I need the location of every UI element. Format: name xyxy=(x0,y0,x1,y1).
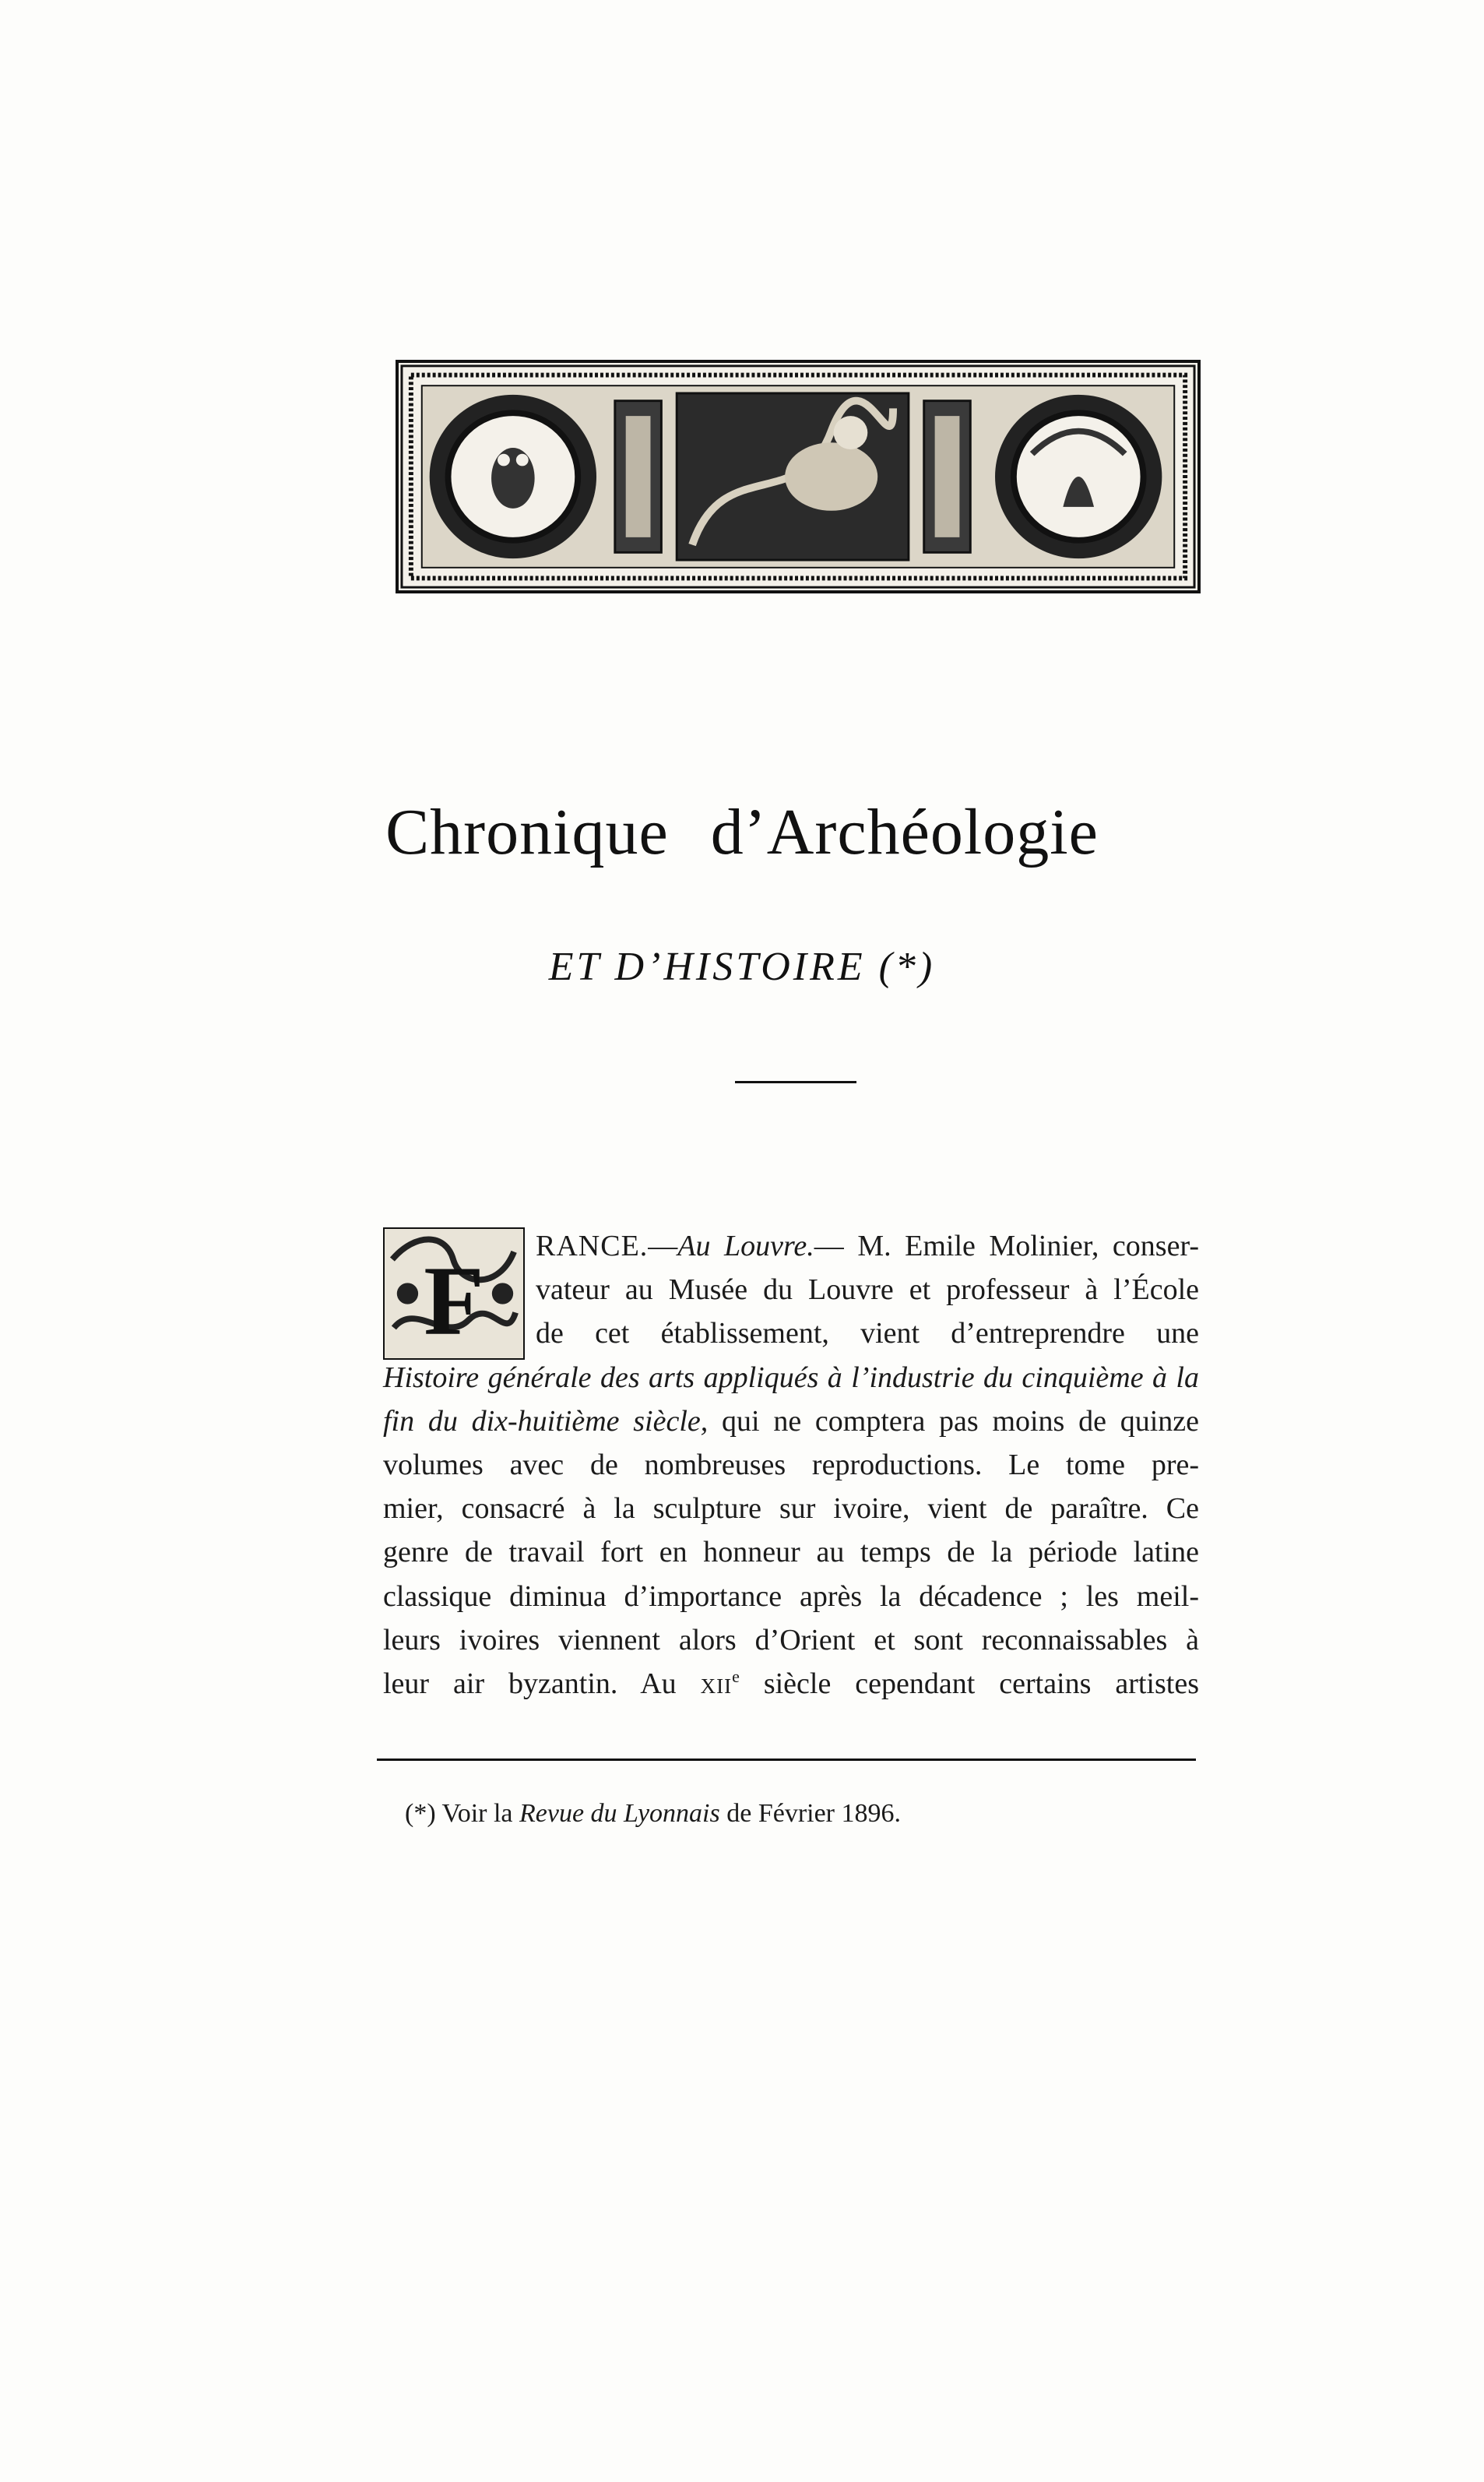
footnote-rest: de Février 1896. xyxy=(719,1799,902,1828)
article-line xyxy=(383,1356,1199,1399)
article-body xyxy=(383,1224,1199,1706)
article-line xyxy=(383,1224,1199,1268)
article-text-run: classique diminua d’importance après la décadence ; les meil- xyxy=(383,1579,1199,1613)
article-text-run: Histoire générale des arts appliqués à l’industrie du cinquième à la xyxy=(383,1361,1199,1394)
article-text-run: e xyxy=(732,1666,740,1686)
page-title xyxy=(0,794,1484,870)
page-subtitle: ET D’HISTOIRE (*) xyxy=(548,945,936,989)
article-line xyxy=(383,1268,1199,1311)
article-line xyxy=(383,1443,1199,1487)
footnote-marker: (*) Voir la xyxy=(405,1799,520,1828)
article-text-run: genre de travail fort en honneur au temps de la période latine xyxy=(383,1536,1199,1569)
article-text-run: Au Louvre. xyxy=(677,1230,814,1262)
article-text-run: — xyxy=(648,1230,678,1262)
footnote xyxy=(405,1799,901,1829)
footnote-journal: Revue du Lyonnais xyxy=(519,1799,720,1828)
article-text-run: de cet établissement, vient d’entreprendre une xyxy=(536,1317,1199,1350)
article-text-run: volumes avec de nombreuses reproductions. Le tome pre- xyxy=(383,1448,1199,1481)
article-text-run: — M. Emile Molinier, conser- xyxy=(814,1230,1199,1262)
article-line xyxy=(383,1662,1199,1706)
title-divider xyxy=(735,1081,856,1083)
article-line xyxy=(383,1311,1199,1355)
article-line xyxy=(383,1399,1199,1443)
footnote-divider xyxy=(377,1759,1196,1761)
article-line xyxy=(383,1530,1199,1574)
article-text-run: fin du dix-huitième siècle, xyxy=(383,1404,709,1438)
article-text-run: xii xyxy=(700,1667,733,1700)
article-text-run: mier, consacré à la sculpture sur ivoire, vient de paraître. Ce xyxy=(383,1492,1199,1526)
article-text-run: qui ne comptera pas moins de quinze xyxy=(708,1404,1199,1438)
article-text-run: vateur au Musée du Louvre et professeur à l’École xyxy=(536,1273,1199,1307)
article-text-run: leur air byzantin. Au xyxy=(383,1667,701,1700)
article-line xyxy=(383,1618,1199,1662)
title-word-1: Chronique xyxy=(385,796,669,868)
article-line xyxy=(383,1575,1199,1618)
article-text-run: siècle cependant certains artistes xyxy=(739,1667,1199,1700)
decorative-header-banner xyxy=(396,360,1201,593)
dropcap-letter: F xyxy=(424,1246,484,1356)
article-text-run: RANCE. xyxy=(536,1230,649,1262)
article-line xyxy=(383,1487,1199,1530)
title-word-2: d’Archéologie xyxy=(710,796,1099,868)
article-text-run: leurs ivoires viennent alors d’Orient et sont reconnaissables à xyxy=(383,1623,1199,1656)
